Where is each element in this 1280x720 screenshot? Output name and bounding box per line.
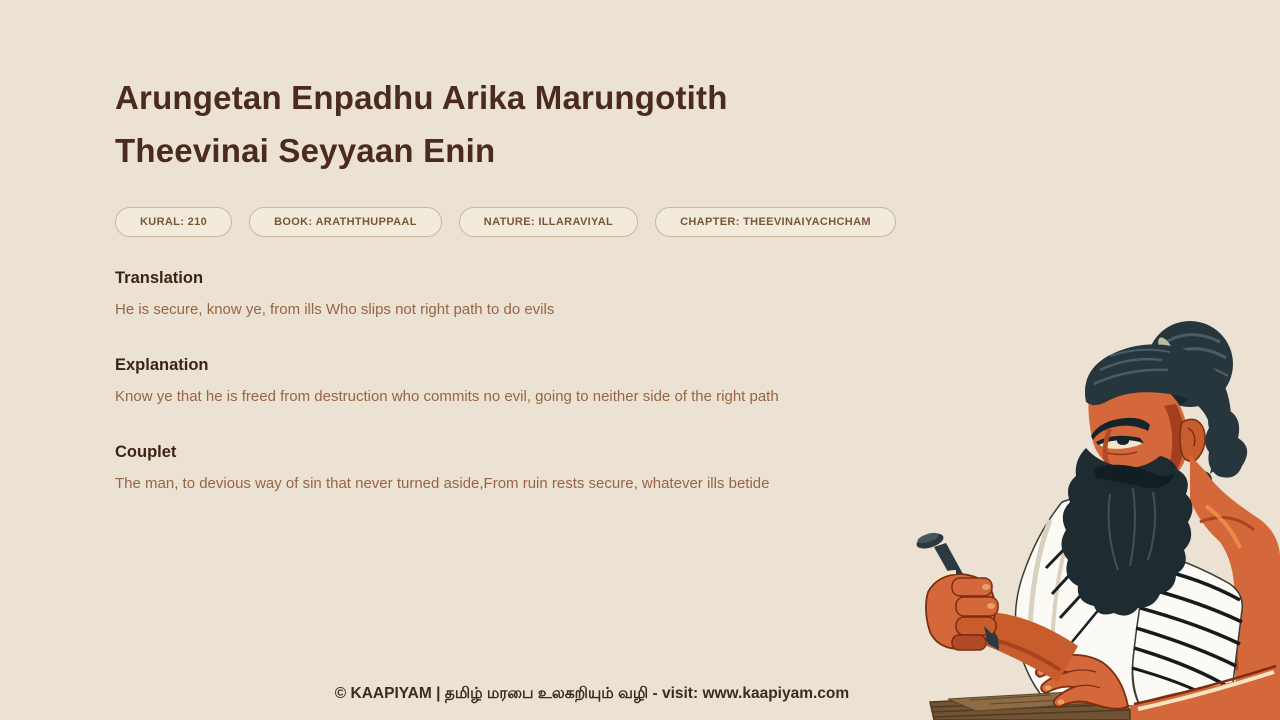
explanation-heading: Explanation bbox=[115, 355, 209, 374]
footer-credit: © KAAPIYAM | தமிழ் மரபை உலகறியும் வழி - visit: www.kaapiyam.com bbox=[334, 685, 850, 702]
badge-row bbox=[115, 207, 895, 237]
couplet-text: The man, to devious way of sin that never turned aside,From ruin rests secure, whatever ills betide bbox=[115, 474, 770, 492]
badge-kural-number[interactable]: KURAL: 210 bbox=[115, 207, 232, 237]
couplet-heading: Couplet bbox=[115, 442, 177, 461]
couplet-section bbox=[115, 443, 895, 492]
badge-chapter[interactable]: CHAPTER: THEEVINAIYACHCHAM bbox=[655, 207, 896, 237]
translation-section bbox=[115, 269, 895, 318]
translation-text: He is secure, know ye, from ills Who slips not right path to do evils bbox=[115, 300, 555, 318]
thiruvalluvar-illustration bbox=[900, 310, 1280, 720]
badge-nature[interactable]: NATURE: ILLARAVIYAL bbox=[459, 207, 638, 237]
kural-content bbox=[115, 0, 895, 530]
page-title: Arungetan Enpadhu Arika Marungotith Theevinai Seyyaan Enin bbox=[115, 79, 728, 169]
kural-sections bbox=[115, 269, 895, 492]
translation-heading: Translation bbox=[115, 268, 204, 287]
explanation-section bbox=[115, 356, 895, 405]
badge-book[interactable]: BOOK: ARATHTHUPPAAL bbox=[249, 207, 442, 237]
explanation-text: Know ye that he is freed from destruction who commits no evil, going to neither side of the right path bbox=[115, 387, 779, 405]
